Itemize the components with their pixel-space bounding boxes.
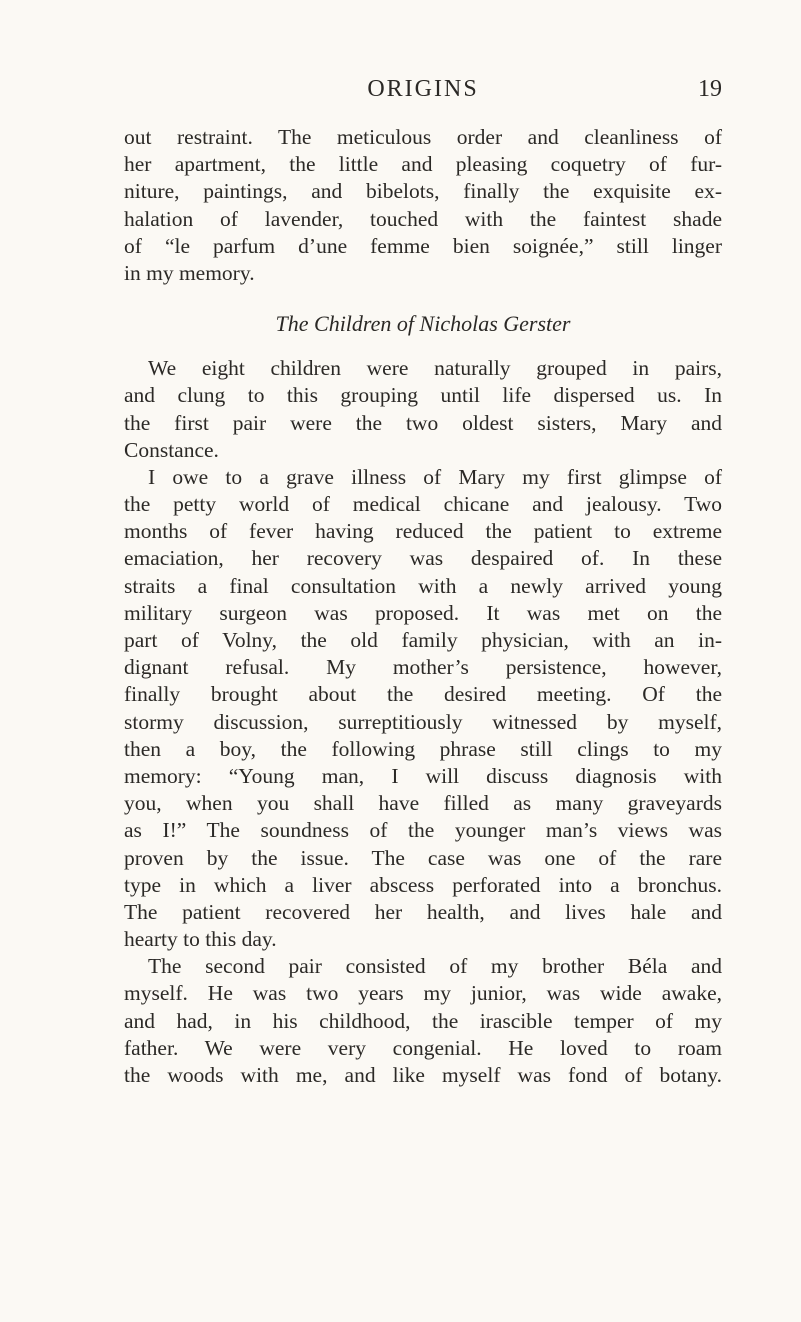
text-line: months of fever having reduced the patient to extreme <box>124 519 722 544</box>
text-line: memory: “Young man, I will discuss diagnosis with <box>124 763 722 788</box>
text-line: and clung to this grouping until life dispersed us. In <box>124 383 722 408</box>
text-line: and had, in his childhood, the irascible temper of my <box>124 1008 722 1033</box>
text-line: emaciation, her recovery was despaired of. In these <box>124 546 722 571</box>
text-line: Constance. <box>124 437 219 462</box>
text-line: type in which a liver abscess perforated into a bronchus. <box>124 872 722 897</box>
text-line: then a boy, the following phrase still clings to my <box>124 736 722 761</box>
text-line: halation of lavender, touched with the faintest shade <box>124 206 722 231</box>
page-header <box>124 76 722 116</box>
section-heading: The Children of Nicholas Gerster <box>275 311 571 337</box>
text-line: We eight children were naturally grouped in pairs, <box>148 356 722 381</box>
text-line: her apartment, the little and pleasing coquetry of fur- <box>124 152 722 177</box>
text-line: out restraint. The meticulous order and cleanliness of <box>124 125 722 149</box>
text-line: The second pair consisted of my brother Béla and <box>148 954 722 979</box>
text-line: you, when you shall have filled as many graveyards <box>124 791 722 816</box>
running-title: ORIGINS <box>367 76 479 102</box>
text-line: as I!” The soundness of the younger man’s views was <box>124 818 722 843</box>
text-line: the first pair were the two oldest sisters, Mary and <box>124 410 722 435</box>
text-line: The patient recovered her health, and lives hale and <box>124 899 722 924</box>
text-line: stormy discussion, surreptitiously witnessed by myself, <box>124 709 722 734</box>
text-line: proven by the issue. The case was one of the rare <box>124 845 722 870</box>
paragraph-3 <box>124 464 722 953</box>
page-number: 19 <box>698 76 722 102</box>
text-line: hearty to this day. <box>124 927 277 952</box>
text-line: part of Volny, the old family physician, with an in- <box>124 628 722 652</box>
paragraph-4 <box>124 953 722 1089</box>
text-line: straits a final consultation with a newly arrived young <box>124 573 722 598</box>
body-text <box>124 124 722 1089</box>
text-line: niture, paintings, and bibelots, finally the exquisite ex- <box>124 179 722 204</box>
text-line: myself. He was two years my junior, was wide awake, <box>124 981 722 1006</box>
text-line: the petty world of medical chicane and jealousy. Two <box>124 492 722 517</box>
text-line: finally brought about the desired meeting. Of the <box>124 682 722 707</box>
text-line: in my memory. <box>124 260 255 285</box>
text-line: the woods with me, and like myself was fond of botany. <box>124 1063 722 1087</box>
paragraph-1 <box>124 124 722 287</box>
text-line: I owe to a grave illness of Mary my first glimpse of <box>148 464 722 489</box>
text-line: military surgeon was proposed. It was met on the <box>124 600 722 625</box>
text-line: father. We were very congenial. He loved to roam <box>124 1035 722 1060</box>
paragraph-2 <box>124 355 722 464</box>
text-line: of “le parfum d’une femme bien soignée,” still linger <box>124 233 722 258</box>
text-line: dignant refusal. My mother’s persistence, however, <box>124 655 722 680</box>
